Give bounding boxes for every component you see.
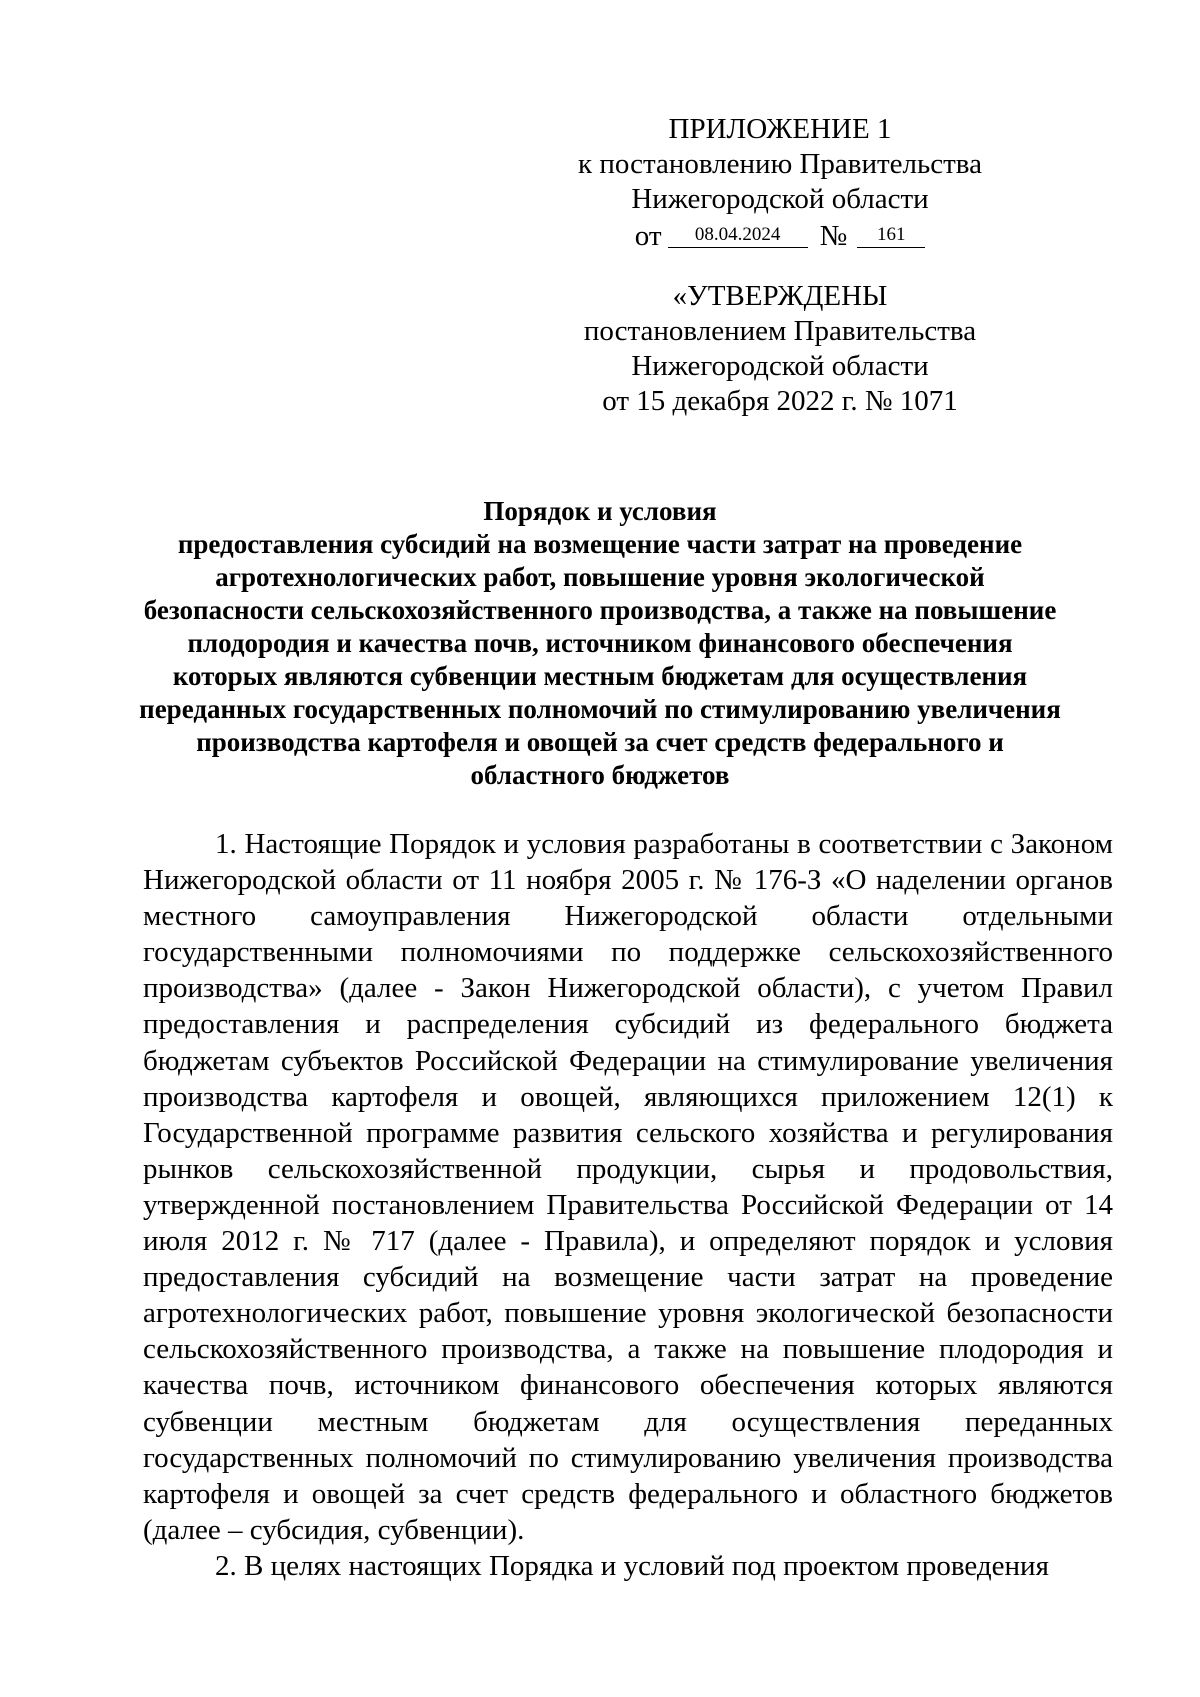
approval-stamp-text: [560, 279, 1000, 419]
number-label: №: [819, 220, 848, 252]
approved-region-line: Нижегородской области: [631, 350, 929, 382]
paragraph-2: 2. В целях настоящих Порядка и условий под проектом проведения: [215, 1549, 1049, 1582]
decree-date-field: 08.04.2024: [668, 224, 808, 248]
annex-region-line: Нижегородской области: [631, 183, 929, 215]
approved-date-line: от 15 декабря 2022 г. № 1071: [602, 385, 958, 417]
title-line: которых являются субвенции местным бюджетам для осуществления: [172, 661, 1028, 691]
approved-by-line: постановлением Правительства: [583, 315, 977, 347]
title-line: безопасности сельскохозяйственного производства, а также на повышение: [143, 595, 1057, 625]
paragraph-1: 1. Настоящие Порядок и условия разработаны в соответствии с Законом Нижегородской области от 11 ноября 2005 г. № 176-З «О наделении органов местного самоуправления Нижегородской области отдельными государственными полномочиями по поддержке сельскохозяйственного производства» (далее - Закон Нижегородской области), с учетом Правил предоставления и распределения субсидий из федерального бюджета бюджетам субъектов Российской Федерации на стимулирование увеличения производства картофеля и овощей, являющихся приложением 12(1) к Государственной программе развития сельского хозяйства и регулирования рынков сельскохозяйственной продукции, сырья и продовольствия, утвержденной постановлением Правительства Российской Федерации от 14 июля 2012 г. № 717 (далее - Правила), и определяют порядок и условия предоставления субсидий на возмещение части затрат на проведение агротехнологических работ, повышение уровня экологической безопасности сельскохозяйственного производства, а также на повышение плодородия и качества почв, источником финансового обеспечения которых являются субвенции местным бюджетам для осуществления переданных государственных полномочий по стимулированию увеличения производства картофеля и овощей за счет средств федерального и областного бюджетов (далее – субсидия, субвенции).: [143, 828, 1113, 1546]
document-body: [143, 826, 1113, 1584]
decree-number-field: 161: [857, 224, 925, 248]
title-line: производства картофеля и овощей за счет средств федерального и: [196, 727, 1004, 757]
title-line: агротехнологических работ, повышение уровня экологической: [215, 562, 985, 592]
title-line: переданных государственных полномочий по стимулированию увеличения: [139, 694, 1061, 724]
annex-title: ПРИЛОЖЕНИЕ 1: [668, 113, 892, 145]
annex-header: [560, 112, 1000, 254]
document-title: [120, 495, 1080, 792]
annex-date-number-line: [560, 219, 1000, 254]
from-label: от: [634, 220, 662, 252]
title-line: Порядок и условия: [483, 496, 717, 526]
approved-heading: «УТВЕРЖДЕНЫ: [672, 280, 888, 312]
title-line: плодородия и качества почв, источником финансового обеспечения: [187, 628, 1013, 658]
annex-reference-line: к постановлению Правительства: [578, 148, 982, 180]
title-line: областного бюджетов: [470, 760, 730, 790]
title-line: предоставления субсидий на возмещение части затрат на проведение: [177, 529, 1023, 559]
